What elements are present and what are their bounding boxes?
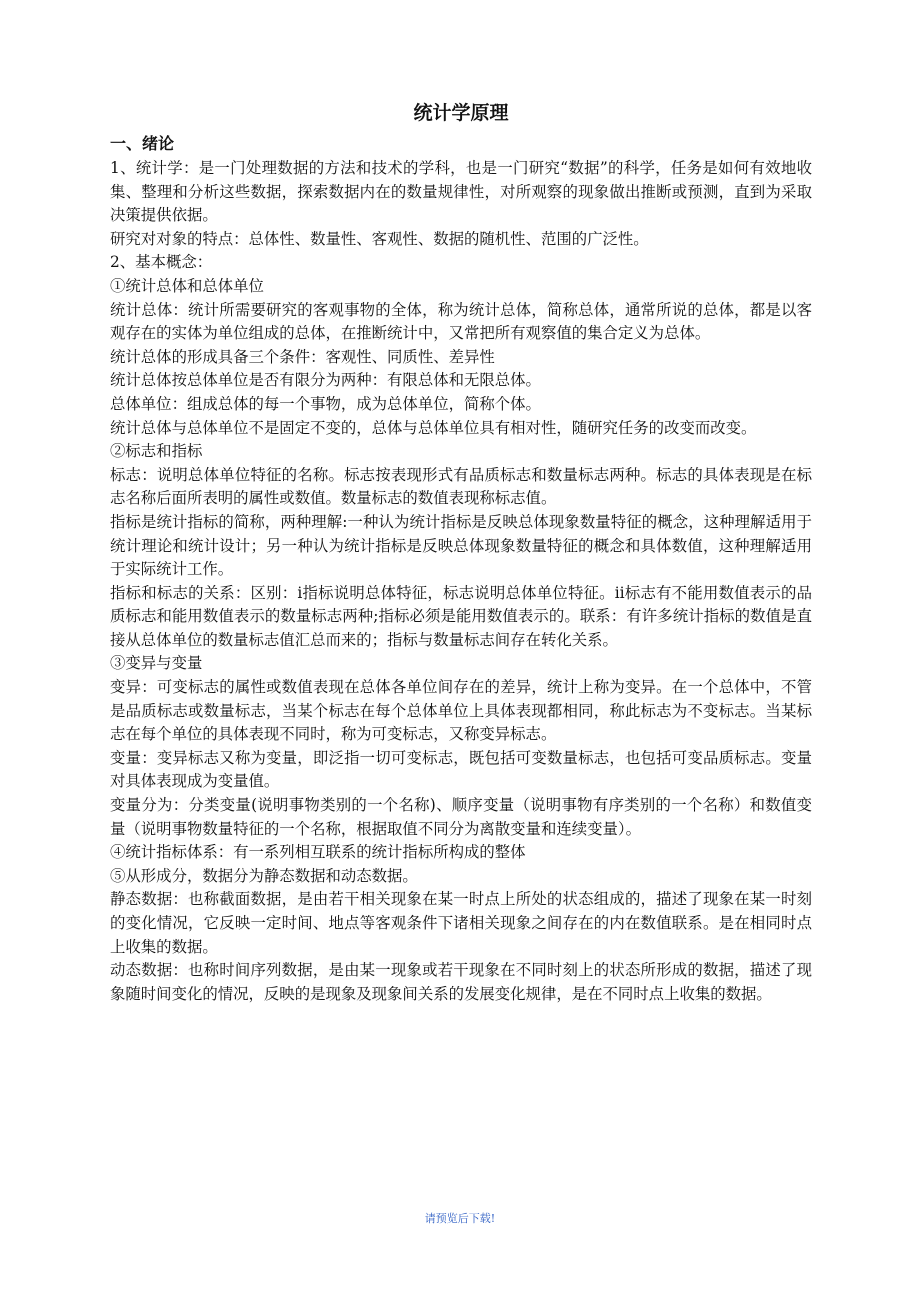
paragraph-basic-concepts: 2、基本概念： bbox=[110, 253, 213, 272]
footer-note: 请预览后下载! bbox=[424, 1212, 496, 1225]
paragraph-population-unit: 总体单位：组成总体的每一个事物，成为总体单位，简称个体。 bbox=[110, 394, 541, 413]
paragraph-statistics-definition: 1、统计学：是一门处理数据的方法和技术的学科，也是一门研究“数据”的科学，任务是如何有效地收集、整理和分析这些数据，探索数据内在的数量规律性，对所观察的现象做出推断或预测，直到为采取决策提供依据。 bbox=[110, 159, 812, 225]
paragraph-mark-definition: 标志：说明总体单位特征的名称。标志按表现形式有品质标志和数量标志两种。标志的具体表现是在标志名称后面所表明的属性或数值。数量标志的数值表现称标志值。 bbox=[110, 465, 812, 508]
subheading-population-and-unit: ①统计总体和总体单位 bbox=[110, 276, 264, 295]
paragraph-indicator-mark-relation: 指标和标志的关系：区别：ⅰ指标说明总体特征，标志说明总体单位特征。ⅱ标志有不能用数值表示的品质标志和能用数值表示的数量标志两种;指标必须是能用数值表示的。联系：有许多统计指标的数值是直接从总体单位的数量标志值汇总而来的；指标与数量标志间存在转化关系。 bbox=[110, 583, 812, 649]
document-page bbox=[110, 98, 812, 1006]
paragraph-data-by-formation: ⑤从形成分，数据分为静态数据和动态数据。 bbox=[110, 866, 418, 885]
paragraph-static-data: 静态数据：也称截面数据，是由若干相关现象在某一时点上所处的状态组成的，描述了现象在某一时刻的变化情况，它反映一定时间、地点等客观条件下诸相关现象之间存在的内在数值联系。是在相同时点上收集的数据。 bbox=[110, 890, 812, 956]
paragraph-population-types: 统计总体按总体单位是否有限分为两种：有限总体和无限总体。 bbox=[110, 371, 541, 390]
section-heading: 一、绪论 bbox=[110, 134, 175, 153]
document-title: 统计学原理 bbox=[413, 102, 509, 124]
subheading-marks-and-indicators: ②标志和指标 bbox=[110, 442, 203, 461]
paragraph-indicator-definition: 指标是统计指标的简称，两种理解:一种认为统计指标是反映总体现象数量特征的概念，这种理解适用于统计理论和统计设计；另一种认为统计指标是反映总体现象数量特征的概念和具体数值，这种理解适用于实际统计工作。 bbox=[110, 512, 812, 579]
subheading-variation-and-variable: ③变异与变量 bbox=[110, 654, 203, 673]
paragraph-variable-types: 变量分为：分类变量(说明事物类别的一个名称)、顺序变量（说明事物有序类别的一个名称）和数值变量（说明事物数量特征的一个名称，根据取值不同分为离散变量和连续变量）。 bbox=[110, 796, 812, 838]
paragraph-variation: 变异：可变标志的属性或数值表现在总体各单位间存在的差异，统计上称为变异。在一个总体中，不管是品质标志或数量标志，当某个标志在每个总体单位上具体表现都相同，称此标志为不变标志。当某标志在每个单位的具体表现不同时，称为可变标志，又称变异标志。 bbox=[110, 678, 812, 744]
paragraph-relativity: 统计总体与总体单位不是固定不变的，总体与总体单位具有相对性，随研究任务的改变而改变。 bbox=[110, 418, 757, 437]
paragraph-indicator-system: ④统计指标体系：有一系列相互联系的统计指标所构成的整体 bbox=[110, 843, 526, 862]
paragraph-research-object-features: 研究对对象的特点：总体性、数量性、客观性、数据的随机性、范围的广泛性。 bbox=[110, 229, 649, 248]
paragraph-population-conditions: 统计总体的形成具备三个条件：客观性、同质性、差异性 bbox=[110, 347, 495, 366]
paragraph-statistical-population: 统计总体：统计所需要研究的客观事物的全体，称为统计总体，简称总体，通常所说的总体，都是以客观存在的实体为单位组成的总体，在推断统计中，又常把所有观察值的集合定义为总体。 bbox=[110, 300, 812, 343]
paragraph-dynamic-data: 动态数据：也称时间序列数据，是由某一现象或若干现象在不同时刻上的状态所形成的数据，描述了现象随时间变化的情况，反映的是现象及现象间关系的发展变化规律，是在不同时点上收集的数据。 bbox=[110, 961, 812, 1003]
paragraph-variable: 变量：变异标志又称为变量，即泛指一切可变标志，既包括可变数量标志，也包括可变品质标志。变量对具体表现成为变量值。 bbox=[110, 748, 812, 791]
